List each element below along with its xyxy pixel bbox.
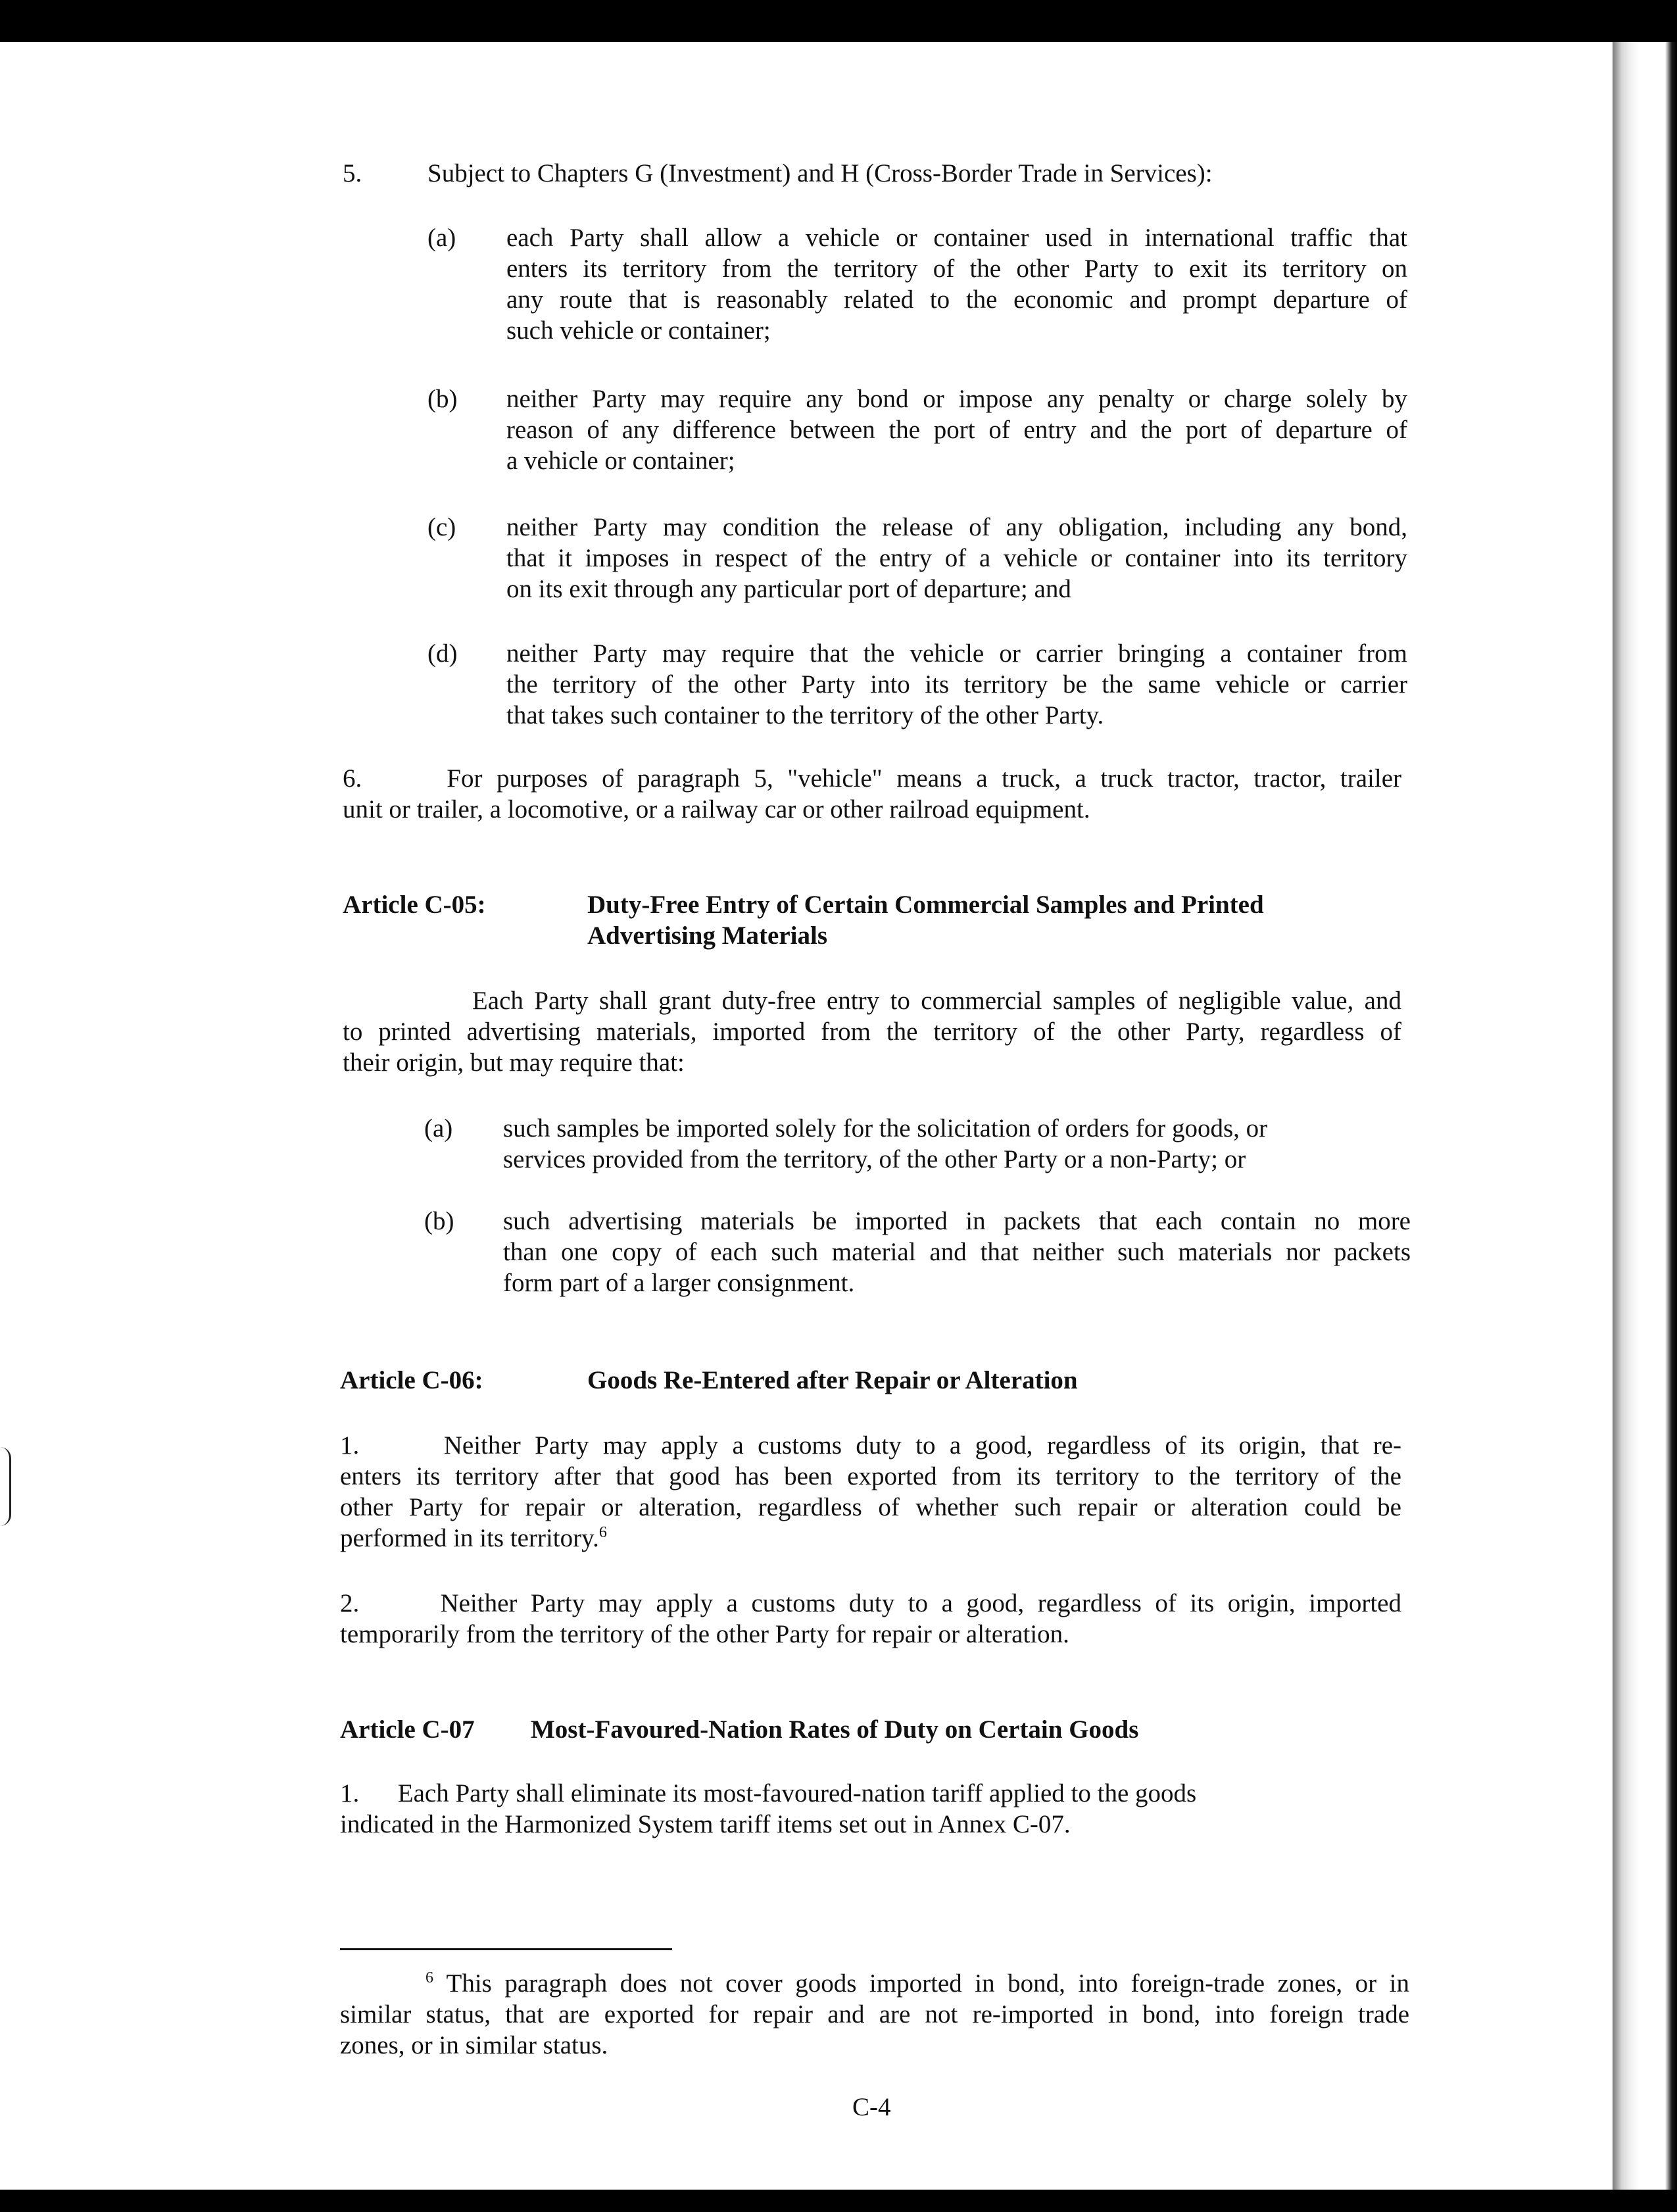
article-c07-para-1: 1. Each Party shall eliminate its most-favoured-nation tariff applied to the goods indicated in the Harmonized System tariff items set out in Annex C-07. <box>340 1779 1197 1838</box>
para-5-item-b: neither Party may require any bond or impose any penalty or charge solely by reason of any difference between the port of entry and the port of departure of a vehicle or container; <box>506 385 1407 475</box>
article-c06-label: Article C-06: <box>340 1366 483 1394</box>
scan-binding-mark <box>0 1447 11 1526</box>
article-c05-item-a: such samples be imported solely for the solicitation of orders for goods, or services provided from the territory, of the other Party or a non-Party; or <box>503 1114 1268 1173</box>
scan-border-top <box>0 0 1677 42</box>
item-label: (b) <box>427 385 458 413</box>
footnote-separator <box>340 1948 672 1950</box>
item-label: (c) <box>427 513 456 541</box>
scan-border-right <box>1613 42 1677 2190</box>
article-c06-title: Goods Re-Entered after Repair or Alteration <box>587 1366 1078 1394</box>
para-5-item-d: neither Party may require that the vehicle or carrier bringing a container from the territory of the other Party into its territory be the same vehicle or carrier that takes such container to the territory of the other Party. <box>506 639 1407 729</box>
scan-border-bottom <box>0 2190 1677 2212</box>
footnote-6: $^6$ This paragraph does not cover goods imported in bond, into foreign-trade zones, or in similar status, that are exported for repair and are not re-imported in bond, into foreign trade zones, or in similar status. <box>340 1969 1409 2059</box>
para-5-lead: Subject to Chapters G (Investment) and H (Cross-Border Trade in Services): <box>427 159 1213 187</box>
article-c06-para-1: 1. Neither Party may apply a customs duty to a good, regardless of its origin, that re- enters its territory after that good has been exported from its territory to the territory of the other Party for repair or alteration, regardless of whether such repair or alteration could be performed in its territory.$^6$ <box>340 1431 1401 1552</box>
para-5-number: 5. <box>343 159 362 187</box>
article-c05-item-b: such advertising materials be imported in packets that each contain no more than one copy of each such material and that neither such materials nor packets form part of a larger consignment. <box>503 1207 1411 1297</box>
para-5-item-a: each Party shall allow a vehicle or container used in international traffic that enters its territory from the territory of the other Party to exit its territory on any route that is reasonably related to the economic and prompt departure of such vehicle or container; <box>506 224 1407 345</box>
item-label: (a) <box>424 1114 453 1143</box>
item-label: (d) <box>427 639 458 668</box>
para-5-item-c: neither Party may condition the release of any obligation, including any bond, that it imposes in respect of the entry of a vehicle or container into its territory on its exit through any particular port of departure; and <box>506 513 1407 603</box>
para-6: 6. For purposes of paragraph 5, "vehicle" means a truck, a truck tractor, tractor, trailer unit or trailer, a locomotive, or a railway car or other railroad equipment. <box>343 764 1401 823</box>
article-c05-intro: Each Party shall grant duty-free entry to commercial samples of negligible value, and to printed advertising materials, imported from the territory of the other Party, regardless of their origin, but may require that: <box>343 987 1401 1077</box>
footnote-ref: 6 <box>598 1524 607 1541</box>
item-label: (a) <box>427 224 456 252</box>
article-c07-title: Most-Favoured-Nation Rates of Duty on Certain Goods <box>531 1715 1139 1744</box>
article-c05-title: Duty-Free Entry of Certain Commercial Samples and Printed Advertising Materials <box>587 891 1264 950</box>
footnote-marker: 6 <box>425 1969 433 1986</box>
article-c07-label: Article C-07 <box>340 1715 475 1744</box>
item-label: (b) <box>424 1207 454 1235</box>
article-c05-label: Article C-05: <box>343 891 486 919</box>
page-number: C-4 <box>852 2093 891 2121</box>
article-c06-para-2: 2. Neither Party may apply a customs duty to a good, regardless of its origin, imported temporarily from the territory of the other Party for repair or alteration. <box>340 1589 1401 1648</box>
